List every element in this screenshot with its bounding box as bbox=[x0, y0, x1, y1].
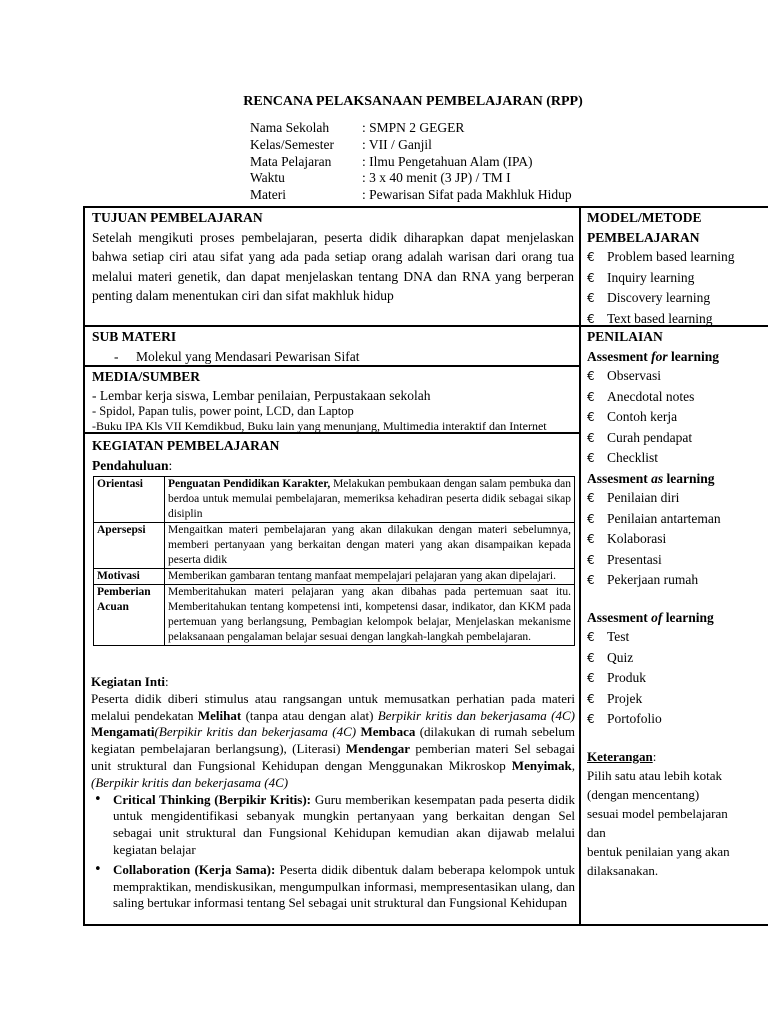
inti-bold: Mendengar bbox=[345, 741, 411, 757]
inti-italic: (Berpikir kritis dan bekerjasama (4C) bbox=[91, 774, 289, 790]
checkbox-icon: € bbox=[587, 691, 595, 706]
checkbox-icon: € bbox=[587, 430, 595, 445]
penilaian-item bbox=[587, 529, 768, 550]
inti-text: Peserta didik diberi stimulus atau rangsangan untuk memusatkan perhatian pada materi melalui pendekatan bbox=[91, 690, 575, 723]
model-item-label: Problem based learning bbox=[607, 249, 735, 264]
tujuan-heading: TUJUAN PEMBELAJARAN bbox=[92, 210, 263, 225]
keterangan-line: bentuk penilaian yang akan bbox=[587, 843, 730, 859]
model-section bbox=[587, 208, 768, 329]
assessment-word: Assesment bbox=[587, 470, 652, 486]
list-item bbox=[91, 862, 575, 912]
checkbox-icon: € bbox=[587, 630, 595, 644]
penilaian-item bbox=[587, 689, 768, 710]
info-label: Kelas/Semester bbox=[250, 136, 334, 152]
penilaian-item bbox=[587, 366, 768, 387]
pendahuluan-table bbox=[93, 476, 575, 646]
penilaian-item-label: Contoh kerja bbox=[607, 409, 678, 424]
checkbox-icon: € bbox=[587, 291, 595, 305]
kegiatan-heading: KEGIATAN PEMBELAJARAN bbox=[92, 438, 280, 453]
inti-text: (dilakukan di rumah sebelum kegiatan pembelajaran berlangsung), (Literasi) bbox=[91, 724, 575, 757]
assessment-em: of bbox=[651, 609, 663, 625]
penilaian-item-label: Presentasi bbox=[607, 551, 662, 567]
assessment-for-heading bbox=[587, 347, 768, 367]
table-row bbox=[94, 569, 575, 585]
row-text: Mengaitkan materi pembelajaran yang akan dilakukan dengan materi sebelumnya, memberi pertanyaan yang berkaitan dengan materi yang akan disampaikan kepada peserta didik bbox=[165, 523, 575, 569]
penilaian-item-label: Portofolio bbox=[607, 711, 662, 726]
checkbox-icon: € bbox=[587, 712, 595, 726]
media-line: - Lembar kerja siswa, Lembar penilaian, Perpustakaan sekolah bbox=[92, 387, 431, 403]
checkbox-icon: € bbox=[587, 250, 595, 264]
penilaian-item-label: Quiz bbox=[607, 649, 634, 665]
penilaian-item-label: Penilaian antarteman bbox=[607, 510, 721, 526]
tujuan-text: Setelah mengikuti proses pembelajaran, peserta didik diharapkan dapat menjelaskan bahwa setiap ciri atau sifat yang ada pada setiap orang adalah warisan dari orang tua melalui materi genetik, dan dapat menjelaskan tentang DNA dan RNA yang berperan penting dalam menentukan ciri dan sifat makhluk hidup bbox=[92, 229, 574, 303]
inti-italic: (Berpikir kritis dan bekerjasama (4C) bbox=[154, 724, 357, 740]
sub-materi-heading: SUB MATERI bbox=[92, 329, 177, 344]
pendahuluan-label: Pendahuluan bbox=[92, 457, 169, 473]
checkbox-icon: € bbox=[587, 410, 595, 424]
bullet-dot-icon: • bbox=[94, 791, 102, 807]
model-item bbox=[587, 288, 768, 309]
info-label: Mata Pelajaran bbox=[250, 153, 332, 169]
checkbox-icon: € bbox=[587, 552, 595, 567]
keterangan-label: Keterangan bbox=[587, 748, 653, 764]
row-text bbox=[165, 477, 575, 523]
penilaian-item-label: Anecdotal notes bbox=[607, 388, 695, 404]
table-row bbox=[94, 585, 575, 646]
info-label: Materi bbox=[250, 187, 286, 203]
penilaian-item-label: Test bbox=[607, 629, 630, 644]
penilaian-item bbox=[587, 407, 768, 428]
checkbox-icon: € bbox=[587, 532, 595, 546]
pendahuluan-colon: : bbox=[168, 457, 173, 473]
model-item-label: Inquiry learning bbox=[607, 269, 695, 285]
info-label: Nama Sekolah bbox=[250, 120, 330, 135]
penilaian-item bbox=[587, 509, 768, 530]
model-heading-2: PEMBELAJARAN bbox=[587, 229, 700, 245]
assessment-em: for bbox=[651, 348, 668, 364]
keterangan-line: (dengan mencentang) bbox=[587, 786, 700, 802]
inti-italic: Berpikir kritis dan bekerjasama (4C) bbox=[377, 707, 575, 723]
table-row bbox=[94, 477, 575, 523]
keterangan-line: dan bbox=[587, 824, 606, 840]
row-label: Pemberian Acuan bbox=[94, 585, 165, 646]
model-item-label: Discovery learning bbox=[607, 290, 711, 305]
inti-paragraph bbox=[91, 691, 575, 792]
row-desc: Melakukan pembukaan dengan salam pembuka dan berdoa untuk memulai pembelajaran, memeriksa kehadiran peserta didik sebagai sikap disiplin bbox=[168, 478, 571, 520]
keterangan-colon: : bbox=[652, 748, 657, 764]
penilaian-item-label: Pekerjaan rumah bbox=[607, 572, 699, 587]
inti-colon: : bbox=[165, 674, 169, 689]
inti-bold: Melihat bbox=[197, 707, 242, 723]
bullet-text: Guru memberikan kesempatan pada peserta didik untuk mengidentifikasi sebanyak mungkin pertanyaan yang berkaitan dengan Sel sebagai unit struktural dan Fungsional Kehidupan kemudian akan dijawab melalui kegiatan belajar bbox=[113, 791, 575, 857]
row-label: Apersepsi bbox=[94, 523, 165, 569]
info-value: : VII / Ganjil bbox=[362, 136, 432, 152]
table-row bbox=[94, 523, 575, 569]
document-title: RENCANA PELAKSANAAN PEMBELAJARAN (RPP) bbox=[243, 94, 583, 109]
assessment-em: as bbox=[651, 470, 664, 486]
assessment-of-heading bbox=[587, 608, 768, 628]
assessment-word: learning bbox=[663, 470, 715, 486]
list-item bbox=[91, 792, 575, 859]
penilaian-item-label: Produk bbox=[607, 670, 647, 685]
bullet-label: Critical Thinking (Berpikir Kritis): bbox=[113, 791, 312, 807]
inti-label: Kegiatan Inti bbox=[91, 674, 166, 689]
inti-bold: Menyimak bbox=[511, 757, 572, 773]
kegiatan-section bbox=[92, 436, 574, 475]
penilaian-item bbox=[587, 428, 768, 449]
checkbox-icon: € bbox=[587, 369, 595, 383]
model-item bbox=[587, 247, 768, 268]
inti-bold: Membaca bbox=[356, 724, 416, 740]
kegiatan-inti bbox=[91, 674, 575, 912]
media-line: -Buku IPA Kls VII Kemdikbud, Buku lain yang menunjang, Multimedia interaktif dan Internet bbox=[92, 419, 547, 433]
school-info bbox=[250, 120, 572, 204]
inti-bullets bbox=[91, 792, 575, 913]
assessment-word: Assesment bbox=[587, 609, 652, 625]
keterangan-line: Pilih satu atau lebih kotak bbox=[587, 767, 723, 783]
penilaian-item-label: Observasi bbox=[607, 368, 661, 383]
checkbox-icon: € bbox=[587, 451, 595, 465]
assessment-as-heading bbox=[587, 469, 768, 489]
model-heading: MODEL/METODE bbox=[587, 210, 702, 225]
penilaian-item bbox=[587, 550, 768, 571]
inti-heading bbox=[91, 674, 575, 691]
checkbox-icon: € bbox=[587, 511, 595, 526]
checkbox-icon: € bbox=[587, 671, 595, 685]
row-text: Memberitahukan materi pelajaran yang akan dibahas pada pertemuan saat itu. Memberitahukan tentang kompetensi inti, kompetensi dasar, indikator, dan KKM pada pertemuan yang berlangsung, Pembagian kelompok belajar, Menjelaskan mekanisme pelaksanaan pengalaman belajar sesuai dengan langkah-langkah pembelajaran. bbox=[165, 585, 575, 646]
checkbox-icon: € bbox=[587, 270, 595, 285]
sub-materi-section bbox=[92, 327, 574, 366]
penilaian-item bbox=[587, 648, 768, 669]
dash-bullet: - bbox=[114, 348, 119, 364]
media-section bbox=[92, 367, 576, 435]
penilaian-item bbox=[587, 387, 768, 408]
media-line: - Spidol, Papan tulis, power point, LCD, dan Laptop bbox=[92, 403, 354, 418]
bullet-text: Peserta didik dibentuk dalam beberapa kelompok untuk mempraktikan, mendiskusikan, mengumpulkan informasi, mempresentasikan ulang, dan saling bertukar informasi tentang Sel sebagai unit struktural dan Fungsional Kehidupan bbox=[113, 861, 575, 911]
info-row bbox=[250, 120, 572, 137]
sub-materi-item bbox=[92, 347, 574, 367]
column-divider bbox=[579, 208, 581, 924]
penilaian-item-label: Curah pendapat bbox=[607, 429, 693, 445]
keterangan-note bbox=[587, 747, 768, 880]
penilaian-heading: PENILAIAN bbox=[587, 329, 663, 344]
info-row bbox=[250, 170, 572, 187]
checkbox-icon: € bbox=[587, 650, 595, 665]
checkbox-icon: € bbox=[587, 389, 595, 404]
checkbox-icon: € bbox=[587, 491, 595, 505]
info-value: : 3 x 40 menit (3 JP) / TM I bbox=[362, 170, 511, 186]
penilaian-item bbox=[587, 709, 768, 730]
penilaian-item bbox=[587, 488, 768, 509]
assessment-word: learning bbox=[667, 348, 720, 364]
penilaian-section bbox=[587, 327, 768, 880]
row-bold: Penguatan Pendidikan Karakter, bbox=[168, 478, 331, 490]
penilaian-item bbox=[587, 448, 768, 469]
keterangan-line: dilaksanakan. bbox=[587, 862, 659, 878]
penilaian-item-label: Checklist bbox=[607, 450, 658, 465]
inti-bold: Mengamati bbox=[91, 724, 155, 740]
tujuan-section bbox=[92, 208, 574, 306]
inti-text: , bbox=[571, 757, 575, 773]
info-value: : Pewarisan Sifat pada Makhluk Hidup bbox=[362, 187, 572, 203]
info-label: Waktu bbox=[250, 170, 285, 186]
info-value: : SMPN 2 GEGER bbox=[362, 120, 465, 135]
model-item bbox=[587, 309, 768, 330]
rpp-table bbox=[83, 206, 768, 926]
bullet-dot-icon: • bbox=[94, 861, 102, 877]
checkbox-icon: € bbox=[587, 311, 595, 326]
sub-materi-label: Molekul yang Mendasari Pewarisan Sifat bbox=[136, 348, 360, 364]
row-text: Memberikan gambaran tentang manfaat mempelajari pelajaran yang akan dipelajari. bbox=[165, 569, 575, 585]
row-label: Motivasi bbox=[94, 569, 165, 585]
penilaian-item bbox=[587, 627, 768, 648]
penilaian-item bbox=[587, 570, 768, 591]
info-value: : Ilmu Pengetahuan Alam (IPA) bbox=[362, 153, 533, 169]
penilaian-item-label: Penilaian diri bbox=[607, 490, 680, 505]
assessment-word: Assesment bbox=[587, 348, 652, 364]
assessment-word: learning bbox=[662, 609, 714, 625]
pendahuluan-heading bbox=[92, 456, 574, 476]
info-row bbox=[250, 137, 572, 154]
bullet-label: Collaboration (Kerja Sama): bbox=[113, 861, 276, 877]
row-label: Orientasi bbox=[94, 477, 165, 523]
inti-text: pemberian materi Sel sebagai unit struktural dan Fungsional Kehidupan dengan Menggunakan Mikroskop bbox=[91, 741, 575, 773]
inti-text: (tanpa atau dengan alat) bbox=[241, 707, 378, 723]
penilaian-item-label: Kolaborasi bbox=[607, 531, 667, 546]
keterangan-heading bbox=[587, 747, 768, 766]
penilaian-item-label: Projek bbox=[607, 690, 643, 706]
keterangan-line: sesuai model pembelajaran bbox=[587, 805, 728, 821]
info-row bbox=[250, 187, 572, 204]
penilaian-item bbox=[587, 668, 768, 689]
model-item-label: Text based learning bbox=[607, 310, 713, 326]
model-item bbox=[587, 268, 768, 289]
checkbox-icon: € bbox=[587, 573, 595, 587]
media-heading: MEDIA/SUMBER bbox=[92, 369, 201, 384]
info-row bbox=[250, 154, 572, 171]
